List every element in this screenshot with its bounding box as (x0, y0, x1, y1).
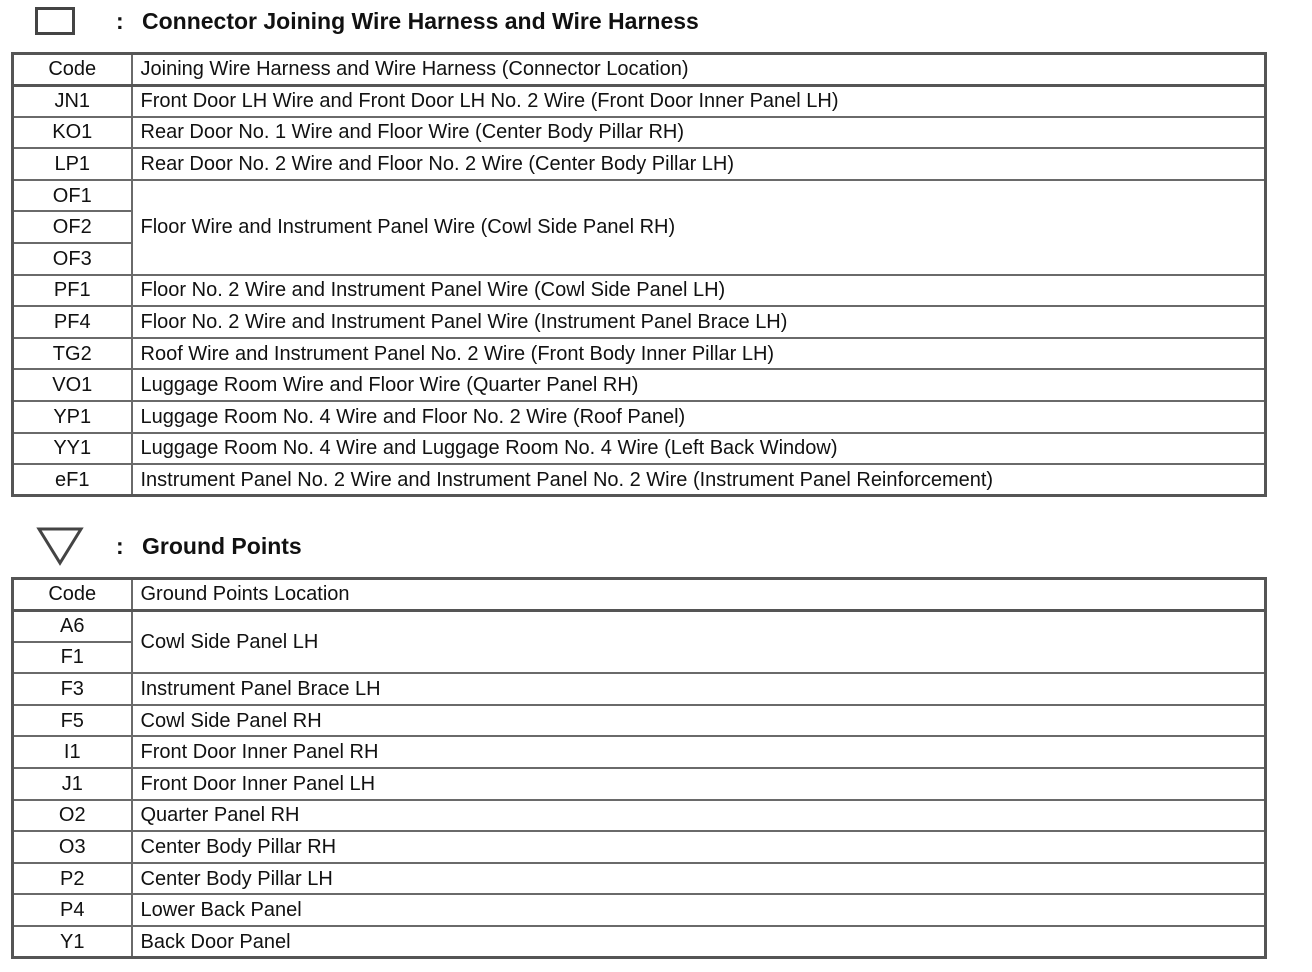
section-title-ground: Ground Points (142, 533, 302, 559)
location-cell: Cowl Side Panel LH (132, 610, 1266, 673)
table-row (13, 85, 1266, 117)
table-row (13, 894, 1266, 926)
table-row (13, 705, 1266, 737)
table-row (13, 401, 1266, 433)
table-row (13, 148, 1266, 180)
code-cell: LP1 (13, 148, 132, 180)
ground-table (11, 577, 1267, 959)
code-cell: O3 (13, 831, 132, 863)
code-cell: I1 (13, 736, 132, 768)
location-cell: Front Door LH Wire and Front Door LH No. 2 Wire (Front Door Inner Panel LH) (132, 85, 1266, 117)
location-cell: Back Door Panel (132, 926, 1266, 958)
table-header-row (13, 579, 1266, 611)
table-row (13, 338, 1266, 370)
location-cell: Floor Wire and Instrument Panel Wire (Cowl Side Panel RH) (132, 180, 1266, 275)
code-cell: Y1 (13, 926, 132, 958)
location-column-header: Ground Points Location (132, 579, 1266, 611)
location-cell: Center Body Pillar RH (132, 831, 1266, 863)
legend-colon: : (116, 8, 124, 34)
code-cell: O2 (13, 800, 132, 832)
code-cell: F3 (13, 673, 132, 705)
table-row (13, 610, 1266, 642)
location-cell: Roof Wire and Instrument Panel No. 2 Wire (Front Body Inner Pillar LH) (132, 338, 1266, 370)
code-cell: eF1 (13, 464, 132, 496)
code-cell: OF3 (13, 243, 132, 275)
location-cell: Instrument Panel Brace LH (132, 673, 1266, 705)
location-cell: Instrument Panel No. 2 Wire and Instrument Panel No. 2 Wire (Instrument Panel Reinforcement) (132, 464, 1266, 496)
location-cell: Quarter Panel RH (132, 800, 1266, 832)
location-cell: Luggage Room No. 4 Wire and Luggage Room No. 4 Wire (Left Back Window) (132, 433, 1266, 465)
connector-section-header (0, 0, 1300, 40)
table-row (13, 863, 1266, 895)
section-title-connector: Connector Joining Wire Harness and Wire Harness (142, 8, 699, 34)
location-cell: Rear Door No. 1 Wire and Floor Wire (Center Body Pillar RH) (132, 117, 1266, 149)
code-cell: OF2 (13, 211, 132, 243)
connector-table (11, 52, 1267, 497)
location-cell: Front Door Inner Panel LH (132, 768, 1266, 800)
location-cell: Luggage Room Wire and Floor Wire (Quarter Panel RH) (132, 369, 1266, 401)
table-row (13, 275, 1266, 307)
table-header-row (13, 54, 1266, 86)
code-cell: F5 (13, 705, 132, 737)
legend-colon: : (116, 533, 124, 559)
location-cell: Front Door Inner Panel RH (132, 736, 1266, 768)
code-cell: KO1 (13, 117, 132, 149)
table-row (13, 736, 1266, 768)
location-cell: Cowl Side Panel RH (132, 705, 1266, 737)
code-column-header: Code (13, 54, 132, 86)
table-row (13, 673, 1266, 705)
table-row (13, 306, 1266, 338)
connector-box-icon (35, 7, 75, 35)
table-row (13, 117, 1266, 149)
table-row (13, 768, 1266, 800)
code-cell: F1 (13, 642, 132, 674)
location-cell: Lower Back Panel (132, 894, 1266, 926)
code-cell: A6 (13, 610, 132, 642)
code-cell: J1 (13, 768, 132, 800)
location-cell: Luggage Room No. 4 Wire and Floor No. 2 Wire (Roof Panel) (132, 401, 1266, 433)
location-cell: Rear Door No. 2 Wire and Floor No. 2 Wire (Center Body Pillar LH) (132, 148, 1266, 180)
ground-section-header (0, 524, 1300, 564)
location-column-header: Joining Wire Harness and Wire Harness (Connector Location) (132, 54, 1266, 86)
location-cell: Floor No. 2 Wire and Instrument Panel Wire (Cowl Side Panel LH) (132, 275, 1266, 307)
table-row (13, 180, 1266, 212)
code-cell: PF1 (13, 275, 132, 307)
code-cell: YY1 (13, 433, 132, 465)
table-row (13, 926, 1266, 958)
code-column-header: Code (13, 579, 132, 611)
code-cell: TG2 (13, 338, 132, 370)
code-cell: P2 (13, 863, 132, 895)
table-row (13, 369, 1266, 401)
table-row (13, 831, 1266, 863)
ground-triangle-icon (36, 526, 84, 566)
code-cell: PF4 (13, 306, 132, 338)
code-cell: VO1 (13, 369, 132, 401)
code-cell: P4 (13, 894, 132, 926)
location-cell: Center Body Pillar LH (132, 863, 1266, 895)
table-row (13, 433, 1266, 465)
code-cell: OF1 (13, 180, 132, 212)
location-cell: Floor No. 2 Wire and Instrument Panel Wire (Instrument Panel Brace LH) (132, 306, 1266, 338)
code-cell: YP1 (13, 401, 132, 433)
table-row (13, 464, 1266, 496)
table-row (13, 800, 1266, 832)
code-cell: JN1 (13, 85, 132, 117)
